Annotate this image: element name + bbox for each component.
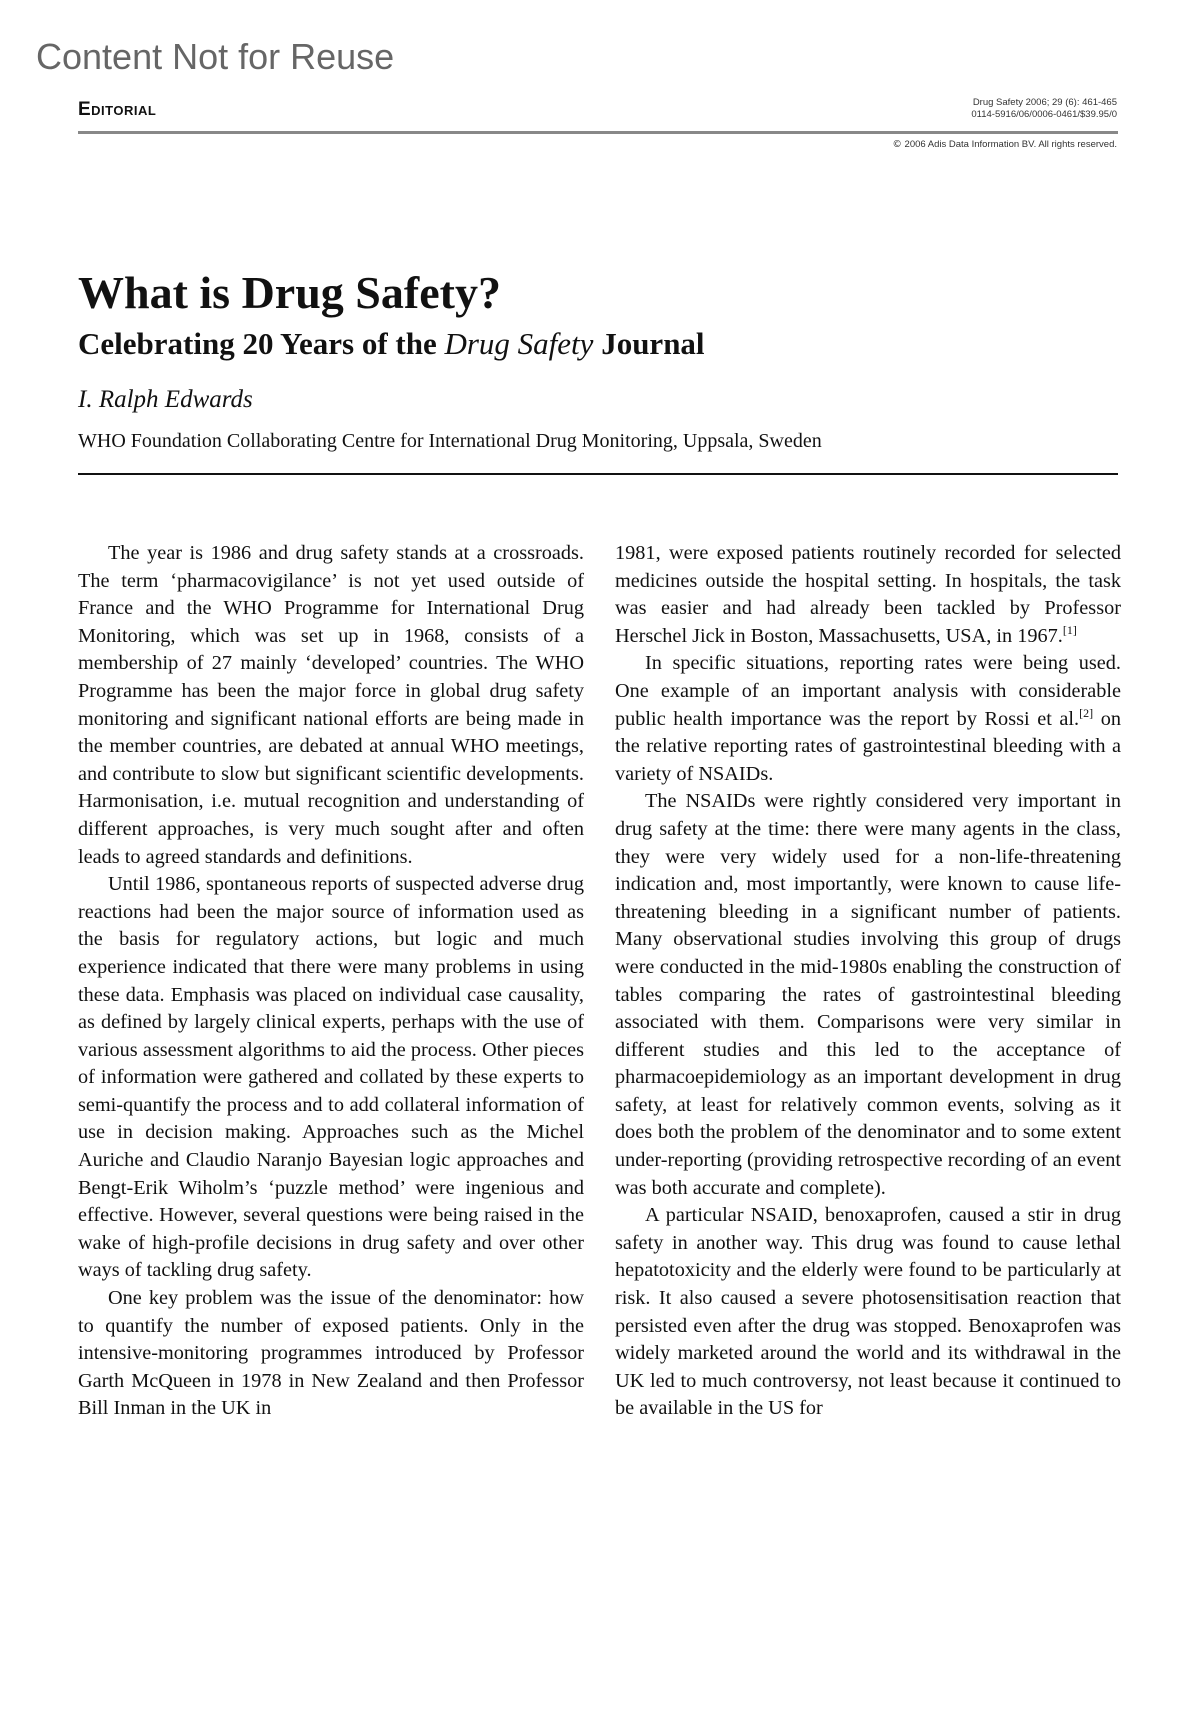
paragraph: The year is 1986 and drug safety stands at a crossroads. The term ‘pharmacovigilance’ is not yet used outside of France and the WHO Programme for International Drug Monitoring, which was set up in 1968, consists of a membership of 27 mainly ‘developed’ countries. The WHO Programme has been the major force in global drug safety monitoring and significant national efforts are being made in the member countries, are debated at annual WHO meetings, and contribute to slow but significant scientific developments. Harmonisation, i.e. mutual recognition and understanding of different approaches, is very much sought after and often leads to agreed standards and definitions.: [78, 542, 584, 868]
subtitle-prefix: Celebrating 20 Years of the: [78, 326, 445, 361]
paragraph: [615, 650, 1121, 788]
reference-marker: [2]: [1079, 705, 1094, 720]
citation-line-1: Drug Safety 2006; 29 (6): 461-465: [972, 97, 1117, 108]
paragraph: One key problem was the issue of the denominator: how to quantify the number of exposed patients. Only in the intensive-monitoring programmes introduced by Professor Garth McQueen in 1978 in New Zealand and then Professor Bill Inman in the UK in: [78, 1287, 584, 1420]
copyright-text: 2006 Adis Data Information BV. All rights reserved.: [904, 139, 1117, 150]
paragraph-text: on the relative reporting rates of gastrointestinal bleeding with a variety of NSAIDs.: [615, 707, 1121, 785]
subtitle-journal-name: Drug Safety: [444, 326, 594, 361]
author-name: I. Ralph Edwards: [78, 386, 253, 413]
paragraph: Until 1986, spontaneous reports of suspected adverse drug reactions had been the major source of information used as the basis for regulatory actions, but logic and much experience indicated that there were many problems in using these data. Emphasis was placed on individual case causality, as defined by largely clinical experts, perhaps with the use of various assessment algorithms to aid the process. Other pieces of information were gathered and collated by these experts to semi-quantify the process and to add collateral information of use in decision making. Approaches such as the Michel Auriche and Claudio Naranjo Bayesian logic approaches and Bengt-Erik Wiholm’s ‘puzzle method’ were ingenious and effective. However, several questions were being raised in the wake of high-profile decisions in drug safety and over other ways of tackling drug safety.: [78, 873, 584, 1282]
paragraph: The NSAIDs were rightly considered very important in drug safety at the time: there were many agents in the class, they were very widely used for a non-life-threatening indication and, most importantly, were known to cause life-threatening bleeding in a significant number of patients. Many observational studies involving this group of drugs were conducted in the mid-1980s enabling the construction of tables comparing the rates of gastrointestinal bleeding associated with them. Comparisons were very similar in different studies and this led to the acceptance of pharmacoepidemiology as an important development in drug safety, at least for relatively common events, solving as it does both the problem of the denominator and to some extent under-reporting (providing retrospective recording of an event was both accurate and complete).: [615, 790, 1121, 1199]
title-rule: [78, 473, 1118, 475]
copyright-notice: [892, 139, 1117, 150]
paragraph-text: 1981, were exposed patients routinely recorded for selected medicines outside the hospital setting. In hospitals, the task was easier and had already been tackled by Professor Herschel Jick in Boston, Massachusetts, USA, in 1967.: [615, 542, 1121, 647]
article-subtitle: [78, 324, 705, 364]
paragraph: [615, 540, 1121, 650]
citation-line-2: 0114-5916/06/0006-0461/$39.95/0: [971, 109, 1117, 120]
section-label: Editorial: [78, 99, 157, 120]
subtitle-suffix: Journal: [593, 326, 705, 361]
body-column-left: [78, 540, 584, 1423]
watermark: Content Not for Reuse: [36, 36, 395, 77]
copyright-symbol: ©: [892, 139, 902, 150]
paragraph-text: In specific situations, reporting rates were being used. One example of an important analysis with considerable public health importance was the report by Rossi et al.: [615, 652, 1121, 730]
citation-info: [971, 97, 1117, 121]
article-title: What is Drug Safety?: [78, 267, 501, 318]
author-affiliation: WHO Foundation Collaborating Centre for International Drug Monitoring, Uppsala, Sweden: [78, 430, 822, 452]
body-column-right: [615, 540, 1121, 1423]
paragraph: A particular NSAID, benoxaprofen, caused a stir in drug safety in another way. This drug was found to cause lethal hepatotoxicity and the elderly were found to be particularly at risk. It also caused a severe photosensitisation reaction that persisted even after the drug was stopped. Benoxaprofen was widely marketed around the world and its withdrawal in the UK led to much controversy, not least because it continued to be available in the US for: [615, 1204, 1121, 1420]
header-rule: [78, 131, 1118, 134]
reference-marker: [1]: [1062, 623, 1077, 638]
